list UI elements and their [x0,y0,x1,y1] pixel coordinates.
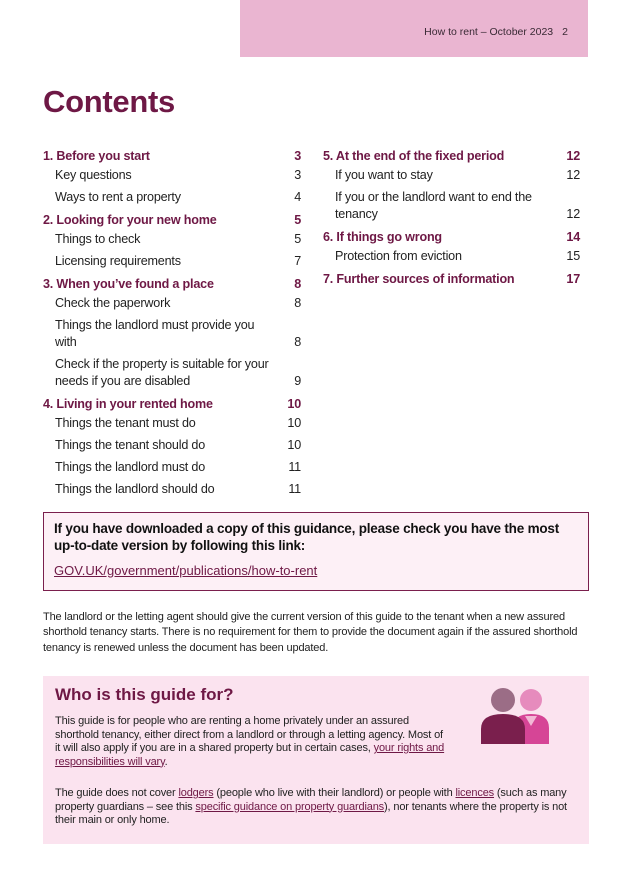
lodgers-link[interactable]: lodgers [178,787,214,799]
toc-entry-label: 7. Further sources of information [323,272,515,286]
toc-subsection-entry[interactable] [43,295,301,312]
toc-entry-page: 12 [566,207,580,221]
toc-entry-page: 12 [566,149,580,163]
toc-entry-page: 7 [294,254,301,268]
toc-subsection-entry[interactable] [43,253,301,270]
header-band [240,0,588,57]
toc-entry-page: 14 [566,230,580,244]
toc-entry-label: 5. At the end of the fixed period [323,149,505,163]
toc-entry-page: 17 [566,272,580,286]
who-p1-end: . [164,755,168,768]
toc-entry-label: Key questions [55,168,132,182]
toc-entry-label: 6. If things go wrong [323,230,442,244]
running-header [424,26,568,38]
toc-section-entry[interactable] [323,148,580,165]
who-p2-c: (such as many property guardians – see this [55,787,567,813]
toc-entry-page: 5 [294,213,301,227]
toc-entry-page: 4 [294,190,301,204]
who-paragraph-1 [55,715,451,769]
intro-paragraph: The landlord or the letting agent should give the current version of this guide to the tenant when a new assured shorthold tenancy starts. There is no requirement for them to provide the document again if the assured shorthold tenancy is renewed unless the document has been updated. [43,611,578,654]
toc-entry-label: Things to check [55,232,141,246]
licences-link[interactable]: licences [455,787,495,799]
toc-subsection-entry[interactable] [43,459,301,476]
page-title: Contents [43,84,175,119]
toc-entry-label: Things the tenant must do [55,416,196,430]
toc-left-column [43,148,301,498]
toc-entry-label: Ways to rent a property [55,190,181,204]
who-paragraph-2 [55,787,585,828]
toc-subsection-entry[interactable] [43,481,301,498]
header-title: How to rent – October 2023 [424,26,554,38]
who-p2-a: The guide does not cover [55,787,179,799]
toc-entry-label: Protection from eviction [335,249,462,263]
toc-entry-page: 8 [294,335,301,349]
toc-entry-page: 15 [566,249,580,263]
toc-entry-page: 10 [287,438,301,452]
toc-entry-page: 8 [294,277,301,291]
toc-entry-page: 11 [288,482,301,496]
who-title: Who is this guide for? [55,685,234,704]
toc-entry-page: 3 [294,149,301,163]
toc-entry-label: 4. Living in your rented home [43,397,213,411]
who-p2-d: ), nor tenants where the property is not their main or only home. [55,800,567,826]
toc-entry-label: Check the paperwork [55,296,171,310]
toc-section-entry[interactable] [323,229,580,246]
who-is-this-guide-for-box [43,676,589,844]
toc-subsection-entry[interactable] [43,189,301,206]
toc-entry-page: 3 [294,168,301,182]
notice-link[interactable]: GOV.UK/government/publications/how-to-rent [54,563,318,578]
toc-entry-page: 10 [287,397,301,411]
toc-section-entry[interactable] [43,212,301,229]
update-notice [43,512,589,591]
toc-entry-label: Things the landlord should do [55,482,215,496]
who-p1-text: This guide is for people who are renting a home privately under an assured shorthold tenancy, either direct from a landlord or through a letting agency. Most of it will also apply if you are in a shared property but in certain cases, [55,715,443,754]
toc-subsection-entry[interactable] [43,437,301,454]
toc-entry-label: If you or the landlord want to end the tenancy [335,190,532,221]
toc-section-entry[interactable] [43,276,301,293]
toc-subsection-entry[interactable] [43,317,301,351]
toc-section-entry[interactable] [43,148,301,165]
toc-subsection-entry[interactable] [323,167,580,184]
page-number: 2 [562,26,568,38]
toc-entry-label: 3. When you’ve found a place [43,277,214,291]
toc-subsection-entry[interactable] [323,248,580,265]
notice-text: If you have downloaded a copy of this guidance, please check you have the most up-to-date version by following this link: [54,521,560,553]
toc-entry-page: 9 [294,374,301,388]
property-guardians-link[interactable]: specific guidance on property guardians [195,800,385,813]
toc-entry-page: 12 [566,168,580,182]
toc-entry-label: 2. Looking for your new home [43,213,217,227]
toc-subsection-entry[interactable] [43,231,301,248]
toc-subsection-entry[interactable] [43,167,301,184]
toc-entry-page: 11 [288,460,301,474]
toc-entry-label: Things the landlord must do [55,460,206,474]
toc-entry-label: Things the tenant should do [55,438,206,452]
toc-entry-label: Licensing requirements [55,254,181,268]
people-icon [477,686,557,744]
toc-entry-page: 5 [294,232,301,246]
rights-responsibilities-link[interactable]: your rights and responsibilities will vary [55,742,445,768]
toc-section-entry[interactable] [323,271,580,288]
toc-subsection-entry[interactable] [43,415,301,432]
who-p2-b: (people who live with their landlord) or people with [213,787,456,799]
toc-subsection-entry[interactable] [323,189,580,223]
toc-entry-page: 10 [287,416,301,430]
toc-right-column [323,148,580,288]
toc-entry-page: 8 [294,296,301,310]
toc-entry-label: Things the landlord must provide you with [55,318,255,349]
toc-section-entry[interactable] [43,396,301,413]
toc-entry-label: If you want to stay [335,168,433,182]
toc-entry-label: Check if the property is suitable for your needs if you are disabled [55,357,269,388]
toc-entry-label: 1. Before you start [43,149,150,163]
toc-subsection-entry[interactable] [43,356,301,390]
